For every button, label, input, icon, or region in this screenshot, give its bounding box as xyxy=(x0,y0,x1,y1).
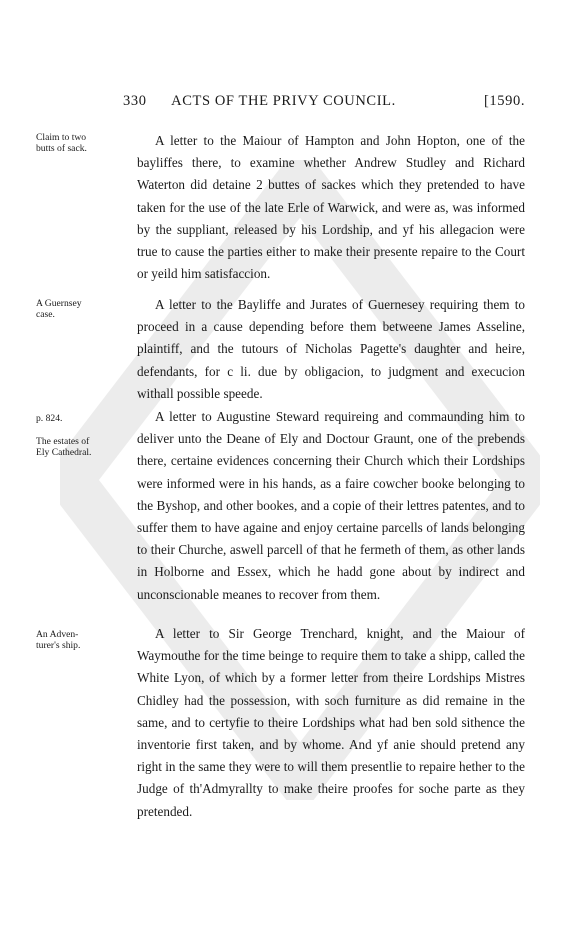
margin-note-line: A Guernsey xyxy=(36,298,82,309)
entry-paragraph: A letter to Augustine Steward requireing and commaunding him to deliver unto the Deane of Ely and Doctour Graunt, one of the prebends there, certaine evidences concerning their Church which their Lordships were informed were in his hands, as a faire cowcher booke belonging to the Byshop, and other bookes, and a copie of their lettres patentes, and to suffer them to have againe and enjoy certaine parcells of lands belonging to their Churche, aswell parcell of that he fermeth of them, as other lands in Holborne and Essex, which he hadd gone about by indirect and unconscionable meanes to recover from them. xyxy=(137,409,525,602)
margin-note xyxy=(36,298,114,320)
margin-note xyxy=(36,629,114,651)
margin-note xyxy=(36,132,114,154)
running-header xyxy=(0,93,567,115)
header-year: [1590. xyxy=(484,93,526,109)
margin-note-line: Claim to two xyxy=(36,132,87,143)
margin-note-line: case. xyxy=(36,309,55,320)
entry-paragraph: A letter to the Maiour of Hampton and John Hopton, one of the bayliffes there, to examine whether Andrew Studley and Richard Waterton did detaine 2 buttes of sackes which they pretended to have taken for the use of the late Erle of Warwick, and were as, was informed by the suppliant, released by his Lordship, and yf his allegacion were true to cause the parties either to make their presente repaire to the Court or yeild him satisfaccion. xyxy=(137,133,525,282)
margin-note-line: turer's ship. xyxy=(36,640,81,651)
margin-note-line: The estates of xyxy=(36,436,90,447)
margin-note-line: An Adven- xyxy=(36,629,79,640)
margin-note-line: Ely Cathedral. xyxy=(36,447,92,458)
margin-page-ref: p. 824. xyxy=(36,413,63,424)
page-number: 330 xyxy=(123,93,147,109)
running-title: ACTS OF THE PRIVY COUNCIL. xyxy=(171,93,396,109)
entry-paragraph: A letter to Sir George Trenchard, knight, and the Maiour of Waymouthe for the time beinge to require them to take a shipp, called the White Lyon, of which by a former letter from theire Lordships Mistres Chidley had the possession, with soch furniture as did remaine in the same, and to certyfie to theire Lordships what had ben sold sithence the inventorie first taken, and by whome. And yf anie should pretend any right in the same they were to will them presentlie to repaire hether to the Judge of th'Admyrallty to make theire proofes for soche parte as they pretended. xyxy=(137,626,525,819)
margin-note-line: butts of sack. xyxy=(36,143,87,154)
entry-paragraph: A letter to the Bayliffe and Jurates of Guernesey requiring them to proceed in a cause depending before them betweene James Asseline, plaintiff, and the tutours of Nicholas Pagette's daughter and heire, defendants, for c li. due by obligacion, to judgment and execucion withall possible speede. xyxy=(137,297,525,401)
margin-note xyxy=(36,413,114,458)
